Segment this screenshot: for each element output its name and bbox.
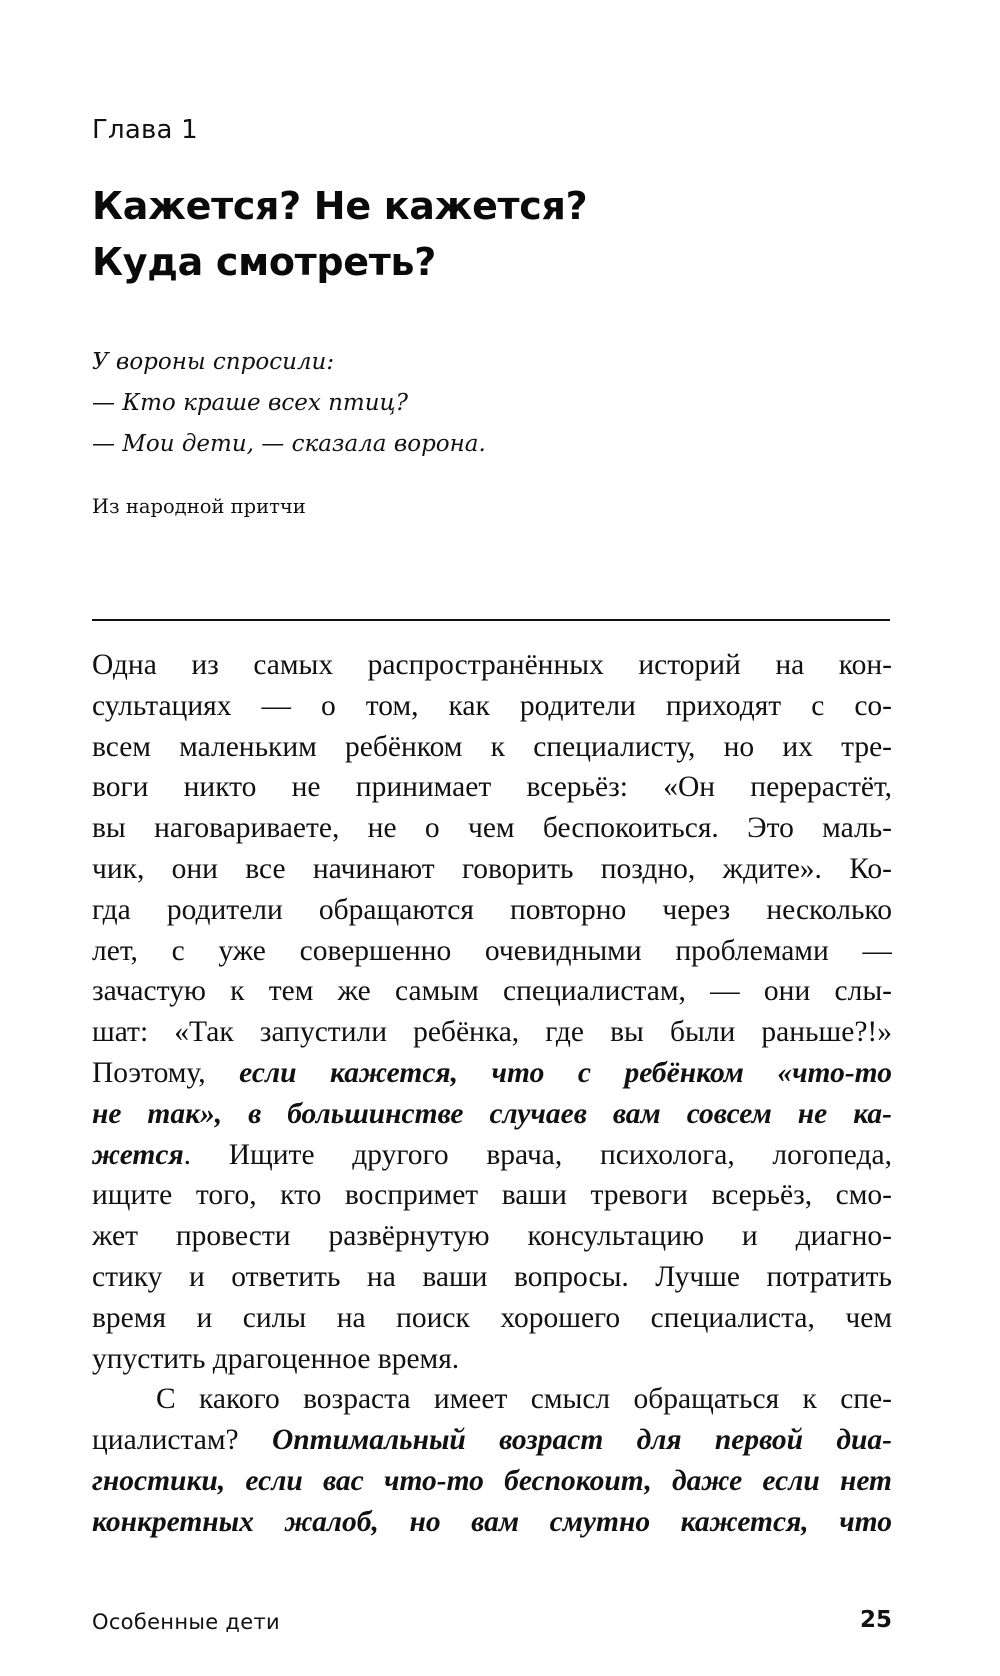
- emphasis-text: жется: [92, 1138, 184, 1171]
- emphasis-text: гностики, если вас что-то беспокоит, даже если нет: [92, 1464, 892, 1497]
- text-line: жет провести развёрнутую консультацию и диагно-: [92, 1220, 892, 1253]
- text-span: . Ищите другого врача, психолога, логопеда,: [183, 1138, 892, 1171]
- text-line: ищите того, кто воспримет ваши тревоги всерьёз, смо-: [92, 1179, 892, 1212]
- text-line: воги никто не принимает всерьёз: «Он перерастёт,: [92, 771, 892, 804]
- text-line: лет, с уже совершенно очевидными проблемами —: [92, 934, 892, 967]
- text-line: стику и ответить на ваши вопросы. Лучше потратить: [92, 1260, 892, 1293]
- text-line: Одна из самых распространённых историй на кон-: [92, 649, 892, 681]
- text-line: гда родители обращаются повторно через несколько: [92, 893, 892, 926]
- text-line: зачастую к тем же самым специалистам, — они слы-: [92, 975, 892, 1008]
- emphasis-text: не так», в большинстве случаев вам совсем не ка-: [92, 1097, 892, 1130]
- running-footer-title: Особенные дети: [92, 1610, 280, 1634]
- chapter-title: [92, 178, 912, 290]
- epigraph-source: Из народной притчи: [92, 495, 306, 518]
- divider: [92, 619, 890, 621]
- text-line: [92, 1502, 892, 1543]
- text-line: чик, они все начинают говорить поздно, ждите». Ко-: [92, 852, 892, 885]
- text-line: вы наговариваете, не о чем беспокоиться. Это маль-: [92, 812, 892, 845]
- text-span: циалистам?: [92, 1424, 272, 1457]
- text-span: Поэтому,: [92, 1056, 240, 1089]
- text-line: С какого возраста имеет смысл обращаться к спе-: [156, 1383, 892, 1416]
- body-text: [92, 645, 892, 1543]
- emphasis-text: если кажется, что с ребёнком «что-то: [239, 1056, 892, 1089]
- text-line: [92, 1420, 892, 1461]
- epigraph: [92, 342, 892, 465]
- text-line: всем маленьким ребёнком к специалисту, но их тре-: [92, 730, 892, 763]
- emphasis-text: Оптимальный возраст для первой диа-: [271, 1424, 892, 1457]
- chapter-title-line: Куда смотреть?: [92, 240, 436, 284]
- text-line: упустить драгоценное время.: [92, 1342, 460, 1375]
- chapter-label: Глава 1: [92, 115, 198, 145]
- epigraph-line: — Кто краше всех птиц?: [92, 390, 408, 416]
- text-line: [92, 1135, 892, 1176]
- text-line: [92, 1094, 892, 1135]
- text-line: время и силы на поиск хорошего специалиста, чем: [92, 1301, 892, 1334]
- text-line: шат: «Так запустили ребёнка, где вы были раньше?!»: [92, 1016, 892, 1049]
- text-line: сультациях — о том, как родители приходят с со-: [92, 689, 892, 722]
- text-line: [92, 1053, 892, 1094]
- page-number: 25: [859, 1607, 892, 1633]
- chapter-title-line: Кажется? Не кажется?: [92, 184, 588, 228]
- epigraph-line: У вороны спросили:: [92, 349, 335, 375]
- text-line: [92, 1461, 892, 1502]
- epigraph-line: — Мои дети, — сказала ворона.: [92, 431, 486, 457]
- emphasis-text: конкретных жалоб, но вам смутно кажется, что: [92, 1505, 892, 1538]
